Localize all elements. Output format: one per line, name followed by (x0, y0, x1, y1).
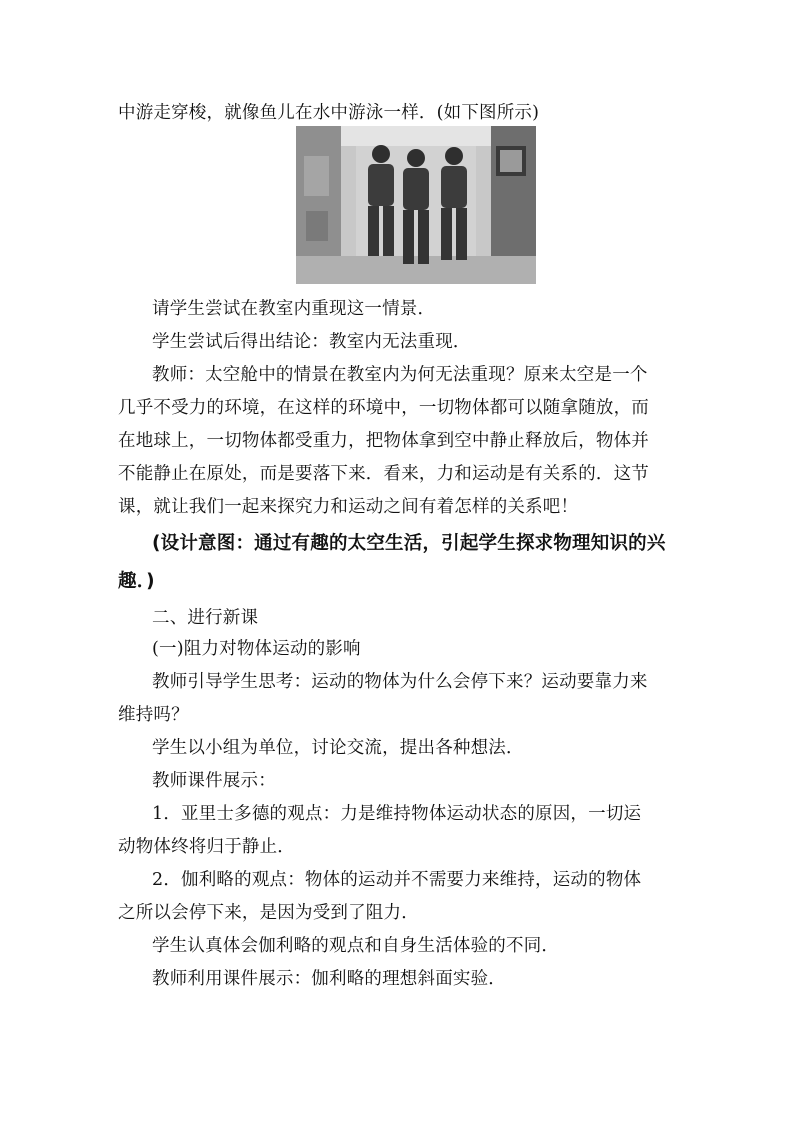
paragraph-line: 教师利用课件展示：伽利略的理想斜面实验． (152, 969, 506, 989)
design-intent-line: 趣．) (118, 571, 155, 592)
paragraph-line: 中游走穿梭，就像鱼儿在水中游泳一样．(如下图所示) (118, 103, 540, 123)
paragraph-line: 不能静止在原处，而是要落下来．看来，力和运动是有关系的．这节 (118, 464, 649, 484)
astronaut-photo (296, 126, 536, 284)
section-heading: 二、进行新课 (152, 608, 259, 628)
paragraph-line: 动物体终将归于静止． (118, 837, 295, 857)
paragraph-line: 学生认真体会伽利略的观点和自身生活体验的不同． (152, 936, 560, 956)
paragraph-line: 课，就让我们一起来探究力和运动之间有着怎样的关系吧！ (118, 497, 579, 517)
design-intent-line: (设计意图：通过有趣的太空生活，引起学生探求物理知识的兴 (152, 533, 666, 554)
numbered-item: 2．伽利略的观点：物体的运动并不需要力来维持，运动的物体 (152, 870, 642, 890)
paragraph-line: 几乎不受力的环境，在这样的环境中，一切物体都可以随拿随放，而 (118, 398, 649, 418)
subsection-heading: (一)阻力对物体运动的影响 (152, 639, 361, 659)
numbered-item: 1．亚里士多德的观点：力是维持物体运动状态的原因，一切运 (152, 804, 642, 824)
paragraph-line: 之所以会停下来，是因为受到了阻力． (118, 903, 419, 923)
paragraph-line: 学生尝试后得出结论：教室内无法重现． (152, 332, 471, 352)
paragraph-line: 请学生尝试在教室内重现这一情景． (152, 299, 436, 319)
paragraph-line: 在地球上，一切物体都受重力，把物体拿到空中静止释放后，物体并 (118, 431, 649, 451)
astronauts-in-spacecraft-image (296, 126, 536, 284)
paragraph-line: 学生以小组为单位，讨论交流，提出各种想法． (152, 738, 524, 758)
paragraph-line: 维持吗？ (118, 705, 189, 725)
paragraph-line: 教师：太空舱中的情景在教室内为何无法重现？原来太空是一个 (152, 365, 648, 385)
paragraph-line: 教师课件展示： (152, 771, 276, 791)
paragraph-line: 教师引导学生思考：运动的物体为什么会停下来？运动要靠力来 (152, 672, 648, 692)
